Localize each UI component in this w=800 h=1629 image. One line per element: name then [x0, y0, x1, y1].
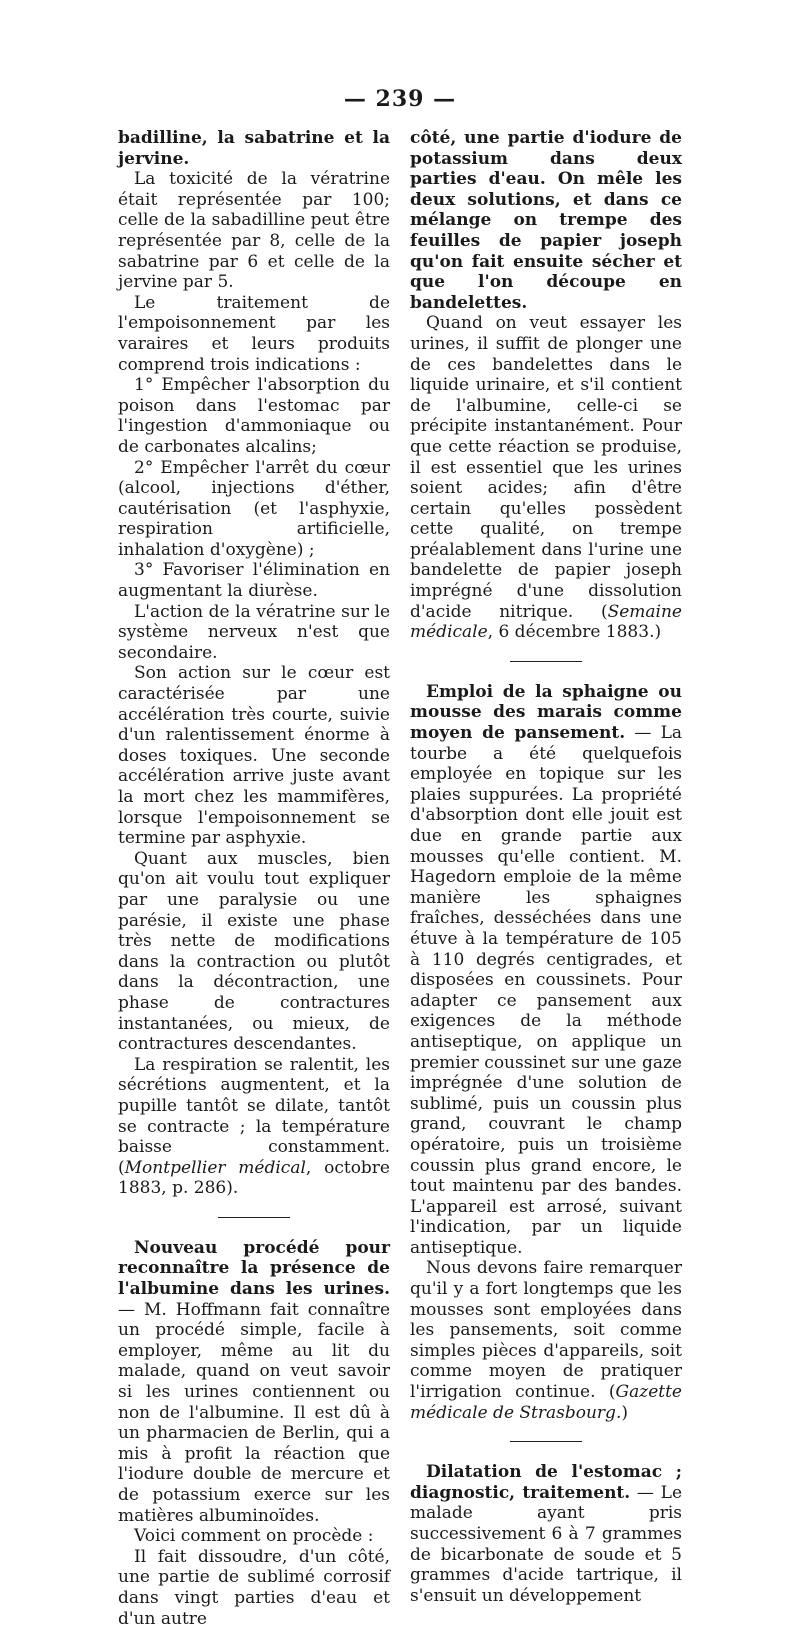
paragraph: La toxicité de la vératrine était représentée par 100; celle de la sabadilline peut être représentée par 8, celle de la sabatrine par 6 et celle de la jervine par 5. [118, 169, 390, 293]
paragraph: 2° Empêcher l'arrêt du cœur (alcool, injections d'éther, cautérisation (et l'asphyxie, respiration artificielle, inhalation d'oxygène) ; [118, 457, 390, 560]
article-heading: Emploi de la sphaigne ou mousse des marais comme moyen de pansement. [410, 681, 682, 744]
section-divider [510, 1441, 582, 1442]
paragraph [118, 1055, 390, 1199]
paragraph [410, 313, 682, 643]
continuation-text: badilline, la sabatrine et la jervine. [118, 128, 390, 169]
paragraph-text: La tourbe a été quelquefois employée en topique sur les plaies suppurées. La propriété d'absorption dont elle jouit est due en grande partie aux mousses qu'elle contient. M. Hagedorn emploie de la même manière les sphaignes fraîches, desséchées dans une étuve à la température de 105 à 110 degrés centigrades, et disposées en coussinets. Pour adapter ce pansement aux exigences de la méthode antiseptique, on applique un premier coussinet sur une gaze imprégnée d'une solution de sublimé, puis un coussin plus grand, couvrant le champ opératoire, puis un troisième coussin plus grand encore, le tout maintenu par des bandes. L'appareil est arrosé, suivant l'indication, par un liquide antiseptique. [410, 723, 682, 1258]
heading-dash: — [630, 1482, 661, 1503]
paragraph: Quant aux muscles, bien qu'on ait voulu tout expliquer par une paralysie ou une parésie, il existe une phase très nette de modifications dans la contraction ou plutôt dans la décontraction, une phase de contractures instantanées, ou mieux, de contractures descendantes. [118, 848, 390, 1055]
section-divider [218, 1217, 290, 1218]
paragraph: Voici comment on procède : [134, 1526, 374, 1547]
article-heading: Nouveau procédé pour reconnaître la présence de l'albumine dans les urines. [118, 1237, 390, 1300]
citation-details: , octobre 1883, p. 286). [118, 1157, 390, 1199]
citation-details: , 6 décembre 1883.) [487, 622, 662, 643]
paragraph-text: La respiration se ralentit, les sécrétions augmentent, et la pupille tantôt se dilate, tantôt se contracte ; la température baisse constamment. ( [118, 1054, 390, 1178]
paragraph-text: Nous devons faire remarquer qu'il y a fort longtemps que les mousses sont employées dans les pansements, soit comme simples pièces d'appareils, soit comme moyen de pratiquer l'irrigation continue. ( [410, 1258, 682, 1403]
page-number: — 239 — [343, 86, 457, 112]
citation-details: ) [621, 1402, 628, 1423]
paragraph-text: Quand on veut essayer les urines, il suffit de plonger une de ces bandelettes dans le liquide urinaire, et s'il contient de l'albumine, celle-ci se précipite instantanément. Pour que cette réaction se produise, il est essentiel que les urines soient acides; afin d'être certain qu'elles possèdent cette qualité, on trempe préalablement dans l'urine une bandelette de papier joseph imprégné d'une dissolution d'acide nitrique. ( [410, 313, 682, 622]
paragraph: Le traitement de l'empoisonnement par les varaires et leurs produits comprend trois indications : [118, 292, 390, 375]
heading-dash: — [118, 1299, 144, 1320]
source-citation: Gazette médicale de Strasbourg. [410, 1382, 682, 1423]
continuation-text: côté, une partie d'iodure de potassium dans deux parties d'eau. On mêle les deux solutions, et dans ce mélange on trempe des feuilles de papier joseph qu'on fait ensuite sécher et que l'on découpe en bandelettes. [410, 128, 682, 313]
paragraph: Son action sur le cœur est caractérisée par une accélération très courte, suivie d'un ralentissement énorme à doses toxiques. Une seconde accélération arrive juste avant la mort chez les mammifères, lorsque l'empoisonnement se termine par asphyxie. [118, 663, 390, 849]
paragraph: 3° Favoriser l'élimination en augmentant la diurèse. [118, 560, 390, 602]
paragraph: 1° Empêcher l'absorption du poison dans l'estomac par l'ingestion d'ammoniaque ou de carbonates alcalins; [118, 375, 390, 457]
article-paragraph [410, 1462, 682, 1606]
source-citation: Montpellier médical [124, 1157, 306, 1178]
right-column [410, 128, 682, 1606]
source-citation: Semaine médicale [410, 601, 682, 643]
paragraph-text: M. Hoffmann fait connaître un procédé simple, facile à employer, même au lit du malade, quand on veut savoir si les urines contiennent ou non de l'albumine. Il est dû à un pharmacien de Berlin, qui a mis à profit la réaction que l'iodure double de mercure et de potassium exerce sur les matières albuminoïdes. [118, 1299, 390, 1526]
paragraph: Il fait dissoudre, d'un côté, une partie de sublimé corrosif dans vingt parties d'eau et d'un autre [118, 1546, 390, 1629]
heading-dash: — [625, 723, 661, 744]
article-heading: Dilatation de l'estomac ; diagnostic, traitement. [410, 1462, 682, 1503]
article-paragraph [410, 682, 682, 1259]
section-divider [510, 661, 582, 662]
paragraph [410, 1258, 682, 1423]
article-paragraph [118, 1238, 390, 1526]
paragraph: L'action de la vératrine sur le système nerveux n'est que secondaire. [118, 601, 390, 663]
left-column [118, 128, 390, 1629]
paragraph-text: Le malade ayant pris successivement 6 à 7 grammes de bicarbonate de soude et 5 grammes d'acide tartrique, il s'ensuit un développement [410, 1482, 683, 1606]
